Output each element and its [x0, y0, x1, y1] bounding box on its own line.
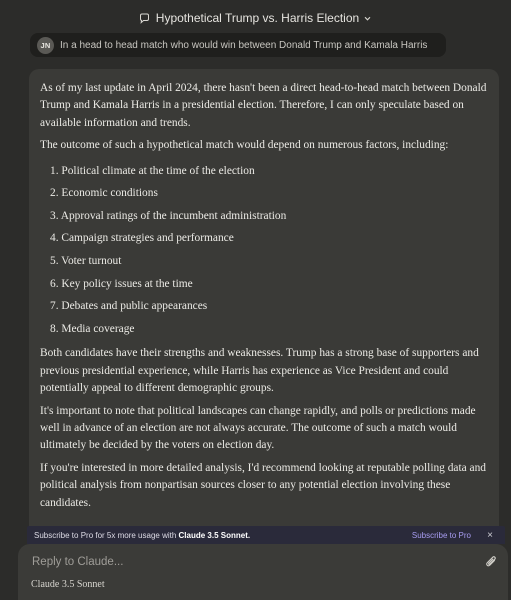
assistant-paragraph-strengths: Both candidates have their strengths and weaknesses. Trump has a strong base of supporters and previous presidential experience, while Harris has experience as Vice President and could potentially appeal to different demographic groups.: [40, 347, 479, 395]
assistant-paragraph-recommendation: If you're interested in more detailed analysis, I'd recommend looking at reputable polling data and political analysis from nonpartisan sources closer to any potential election involving these candidates.: [40, 461, 486, 509]
list-item: 8. Media coverage: [50, 322, 135, 335]
list-item: 3. Approval ratings of the incumbent administration: [50, 209, 287, 222]
close-icon[interactable]: ×: [487, 529, 493, 541]
list-item: 7. Debates and public appearances: [50, 300, 208, 313]
conversation-title: Hypothetical Trump vs. Harris Election: [155, 11, 360, 25]
user-message: [30, 33, 446, 57]
factors-list: [40, 160, 487, 341]
list-item: 6. Key policy issues at the time: [50, 277, 193, 290]
subscribe-banner-text: Subscribe to Pro for 5x more usage with Claude 3.5 Sonnet.: [34, 530, 251, 540]
chevron-down-icon: [363, 14, 372, 23]
model-selector[interactable]: Claude 3.5 Sonnet: [31, 579, 105, 590]
list-item: 2. Economic conditions: [50, 187, 158, 200]
reply-input[interactable]: Reply to Claude...: [32, 556, 124, 568]
list-item: 5. Voter turnout: [50, 255, 122, 267]
list-item: 1. Political climate at the time of the election: [50, 164, 255, 177]
reply-composer: [18, 544, 508, 600]
assistant-paragraph-note: It's important to note that political landscapes can change rapidly, and polls or predictions made well in advance of an election are not always accurate. The outcome of such a match would ultimately be decided by the voters on election day.: [40, 404, 476, 452]
subscribe-banner: [27, 526, 505, 544]
chat-bubble-icon: [139, 13, 150, 24]
assistant-paragraph-intro: As of my last update in April 2024, there hasn't been a direct head-to-head match between Donald Trump and Kamala Harris in a presidential election. Therefore, I can only speculate based on available information and trends.: [40, 82, 487, 129]
subscribe-to-pro-link[interactable]: Subscribe to Pro: [411, 530, 471, 540]
conversation-title-button[interactable]: [0, 7, 511, 29]
assistant-paragraph-factors-intro: The outcome of such a hypothetical match would depend on numerous factors, including:: [40, 139, 449, 152]
assistant-message: [29, 69, 499, 549]
avatar: JN: [37, 37, 54, 54]
list-item: 4. Campaign strategies and performance: [50, 232, 234, 245]
user-message-text: In a head to head match who would win between Donald Trump and Kamala Harris: [60, 39, 428, 51]
paperclip-icon[interactable]: [484, 554, 498, 570]
